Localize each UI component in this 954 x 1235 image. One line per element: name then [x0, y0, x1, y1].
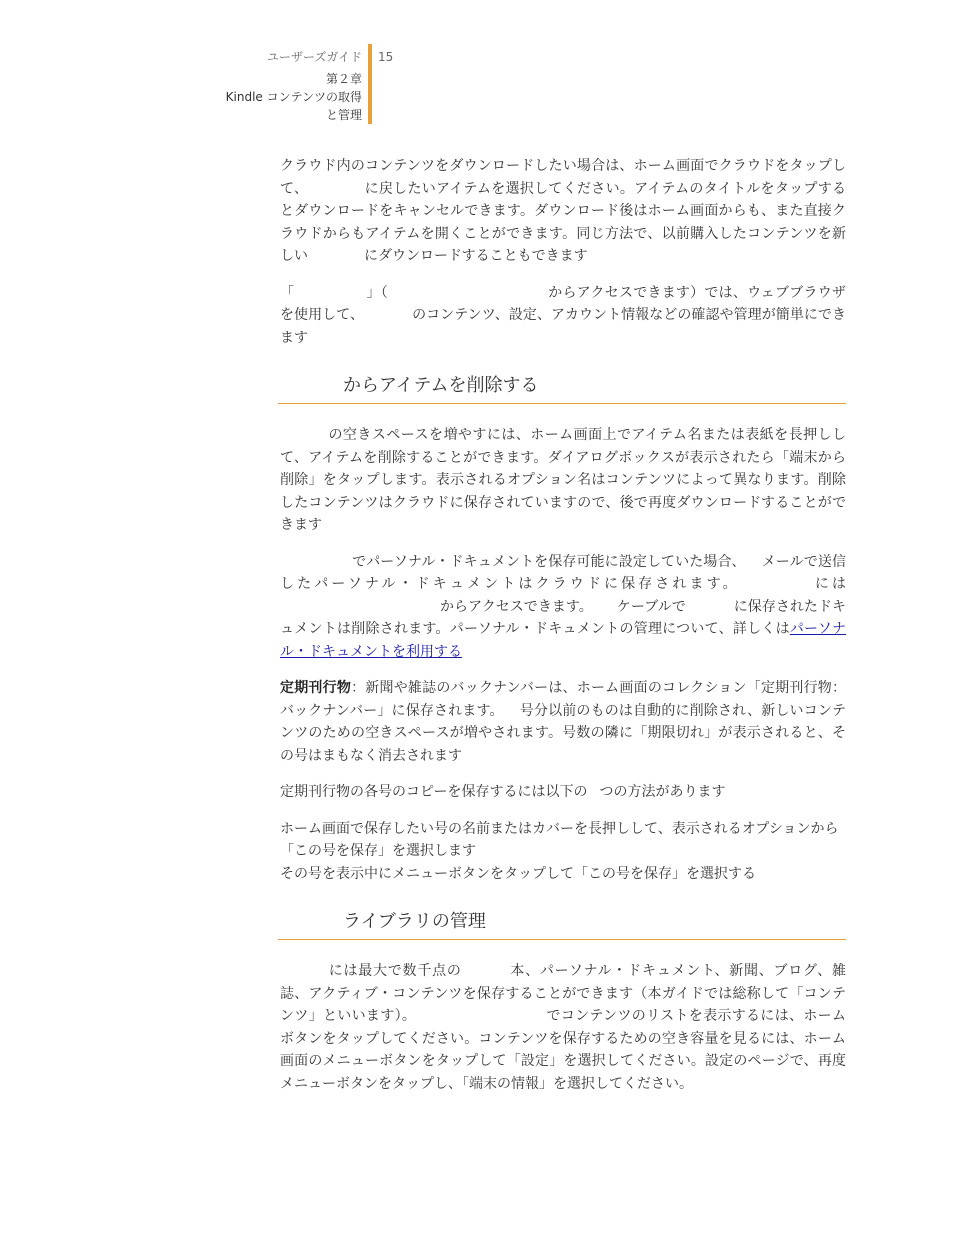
periodicals-paragraph: 定期刊行物：新聞や雑誌のバックナンバーは、ホーム画面のコレクション「定期刊行物：バックナンバー」に保存されます。 号分以前のものは自動的に削除され、新しいコンテンツのための空きスペースが増やされます。号数の隣に「期限切れ」が表示されると、その号はまもなく消去されます [280, 680, 847, 764]
guide-title: ユーザーズガイド [266, 50, 362, 64]
manage-library-paragraph: には最大で数千点の 本、パーソナル・ドキュメント、新聞、ブログ、雑誌、アクティブ・コンテンツを保存することができます（本ガイドでは総称して「コンテンツ」といいます）。 でコンテンツのリストを表示するには、ホームボタンをタップしてください。コンテンツを保存するための空き容量を見るには、ホーム画面のメニューボタンをタップして「設定」を選択してください。設定のページで、再度メニューボタンをタップし、「端末の情報」を選択してください。 [280, 963, 847, 1092]
section-heading-manage-library: ライブラリの管理 [278, 909, 846, 940]
cloud-download-paragraph: クラウド内のコンテンツをダウンロードしたい場合は、ホーム画面でクラウドをタップして、 に戻したいアイテムを選択してください。アイテムのタイトルをタップするとダウンロードをキャンセルできます。ダウンロード後はホーム画面からも、また直接クラウドからもアイテムを開くことができます。同じ方法で、以前購入したコンテンツを新しい にダウンロードすることもできます [280, 158, 846, 264]
save-method-2: その号を表示中にメニューボタンをタップして「この号を保存」を選択する [280, 865, 756, 882]
section-heading-remove-items: からアイテムを削除する [278, 373, 846, 404]
personal-documents-link[interactable]: パーソナル・ドキュメントを利用する [280, 621, 846, 660]
remove-items-paragraph: の空きスペースを増やすには、ホーム画面上でアイテム名または表紙を長押しして、アイテムを削除することができます。ダイアログボックスが表示されたら「端末から削除」をタップします。表示されるオプション名はコンテンツによって異なります。削除したコンテンツはクラウドに保存されていますので、後で再度ダウンロードすることができます [280, 427, 846, 533]
chapter-title-line1: Kindle コンテンツの取得 [225, 90, 362, 104]
page-number: 15 [378, 50, 394, 64]
save-copies-intro: 定期刊行物の各号のコピーを保存するには以下の つの方法があります [280, 784, 726, 800]
chapter-number: 第２章 [325, 72, 362, 86]
chapter-title-line2: と管理 [325, 108, 362, 122]
periodicals-label: 定期刊行物 [280, 680, 352, 696]
save-method-1: ホーム画面で保存したい号の名前またはカバーを長押しして、表示されるオプションから「この号を保存」を選択します [280, 820, 839, 859]
manage-your-kindle-paragraph: 「 」（ からアクセスできます）では、ウェブブラウザを使用して、 のコンテンツ、設定、アカウント情報などの確認や管理が簡単にできます [280, 284, 847, 346]
page-body [280, 155, 846, 1109]
header-divider-bar [368, 44, 372, 124]
personal-documents-paragraph: でパーソナル・ドキュメントを保存可能に設定していた場合、 メールで送信したパーソナル・ドキュメントはクラウドに保存されます。 にはからアクセスできます。 ケーブルで に保存されたドキュメントは削除されます。パーソナル・ドキュメントの管理について、詳しくはパーソナル・ドキュメントを利用する [280, 553, 846, 660]
running-header [200, 48, 362, 124]
